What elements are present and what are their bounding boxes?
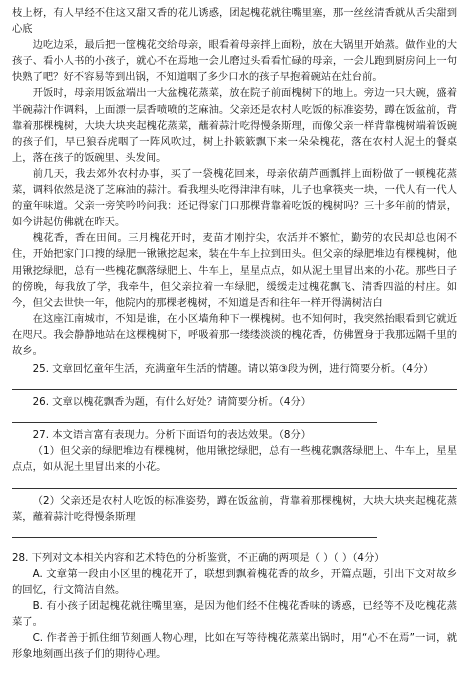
question-28: 28. 下列对文本相关内容和艺术特色的分析鉴赏，不正确的两项是（ ）（ ）（4分）: [12, 551, 385, 564]
option-c: C. 作者善于抓住细节刻画人物心理，比如在写等待槐花蒸菜出锅时，用“心不在焉”一词，就形象地刻画出孩子们的期待心理。: [12, 632, 457, 661]
answer-line-26[interactable]: [12, 412, 377, 423]
passage-paragraph-3: 开饭时，母亲用饭盆端出一大盆槐花蒸菜，放在院子前面槐树下的地上。旁边一只大碗，盛着半碗蒜汁作调料，上面漂一层香喷喷的芝麻油。父亲还是农村人吃饭的标准姿势，蹲在饭盆前，背靠着那棵槐树，大块大块夹起槐花蒸菜，蘸着蒜汁吃得慢条斯理，而像父亲一样背靠槐树端着饭碗的孩子们，早已狼吞虎咽了一阵风吹过，树上扑簌簌飘下来一朵朵槐花，落在农村人泥土的餐桌上，落在孩子的饭碗里、头发间。: [12, 87, 457, 164]
question-26: 26. 文章以槐花飘香为题，有什么好处？请简要分析。（4分）: [32, 396, 312, 409]
questions: [12, 361, 457, 662]
passage-paragraph-5: 槐花香，香在田间。三月槐花开时，麦苗才刚拧尖，农活并不繁忙，勤劳的农民却总也闲不住，开始把家门口搜的绿肥一锹锹挖起来，装在牛车上拉到田头。但父亲的绿肥堆边有棵槐树，他用锹挖绿肥，总有一些槐花飘落绿肥上、牛车上，星星点点，如从泥土里冒出来的小花。那些日子的傍晚，每我放了学，我牵牛，但父亲拉着一车绿肥，缓缓走过槐花飘飞、清香四溢的村庄。如今，但父去世快一年，他院内的那棵老槐树，不知道是否和往年一样开得满树洁白: [12, 232, 457, 309]
passage: [12, 5, 457, 359]
passage-paragraph-2: 边吃边采，最后把一筐槐花交给母亲，眼看着母亲拌上面粉，放在大锅里开始蒸。做作业的大孩子、看小人书的小孩子，就心不在焉地一会儿磨过头看看忙碌的母亲，一会儿跑到厨房问上一句快熟了吧？好不容易等到出锅，不知道咽了多少口水的孩子早抱着碗站在灶台前。: [12, 39, 457, 84]
answer-line-27-2[interactable]: [12, 527, 377, 538]
answer-line-27-1[interactable]: [12, 478, 457, 489]
option-a: A. 文章第一段由小区里的槐花开了，联想到飘着槐花香的故乡，开篇点题，引出下文对故乡的回忆，行文简洁自然。: [12, 567, 457, 596]
passage-paragraph-4: 前几天，我去郊外农村办事，买了一袋槐花回来，母亲依葫芦画瓢拌上面粉做了一顿槐花蒸菜，调料依然是浇了芝麻油的蒜汁。看我埋头吃得津津有味，儿子也拿筷夹一块，一代人有一代人的童年味道。父亲一旁笑吟吟问我：还记得家门口那棵背靠着吃饭的槐树吗？三十多年前的情景，如今讲起仿佛就在昨天。: [12, 167, 457, 229]
passage-paragraph-6: 在这座江南城市，不知是谁，在小区墙角种下一棵槐树。也不知何时，我突然抬眼看到它就近在咫尺。我会静静地站在这棵槐树下，呼吸着那一缕缕淡淡的槐花香，仿佛置身于我那远隔千里的故乡。: [12, 312, 457, 357]
answer-line-25[interactable]: [12, 379, 457, 390]
question-25: 25. 文章回忆童年生活，充满童年生活的情趣。请以第③段为例，进行简要分析。（4分）: [32, 363, 434, 376]
passage-paragraph-1: 枝上枒，有人早经不住这又甜又香的花儿诱惑，团起槐花就往嘴里塞，那一丝丝清香就从舌尖甜到心底: [12, 7, 457, 36]
option-b: B. 有小孩子团起槐花就往嘴里塞，是因为他们经不住槐花香味的诱惑，已经等不及吃槐花蒸菜了。: [12, 600, 457, 629]
question-27-item-1: （1）但父亲的绿肥堆边有棵槐树，他用锹挖绿肥，总有一些槐花飘落绿肥上、牛车上，星星点点，如从泥土里冒出来的小花。: [12, 445, 457, 474]
question-27: 27. 本文语言富有表现力。分析下面语句的表达效果。（8分）: [32, 429, 312, 442]
question-27-item-2: （2）父亲还是农村人吃饭的标准姿势，蹲在饭盆前，背靠着那棵槐树，大块大块夹起槐花蒸菜，蘸着蒜汁吃得慢条斯理: [12, 494, 457, 523]
